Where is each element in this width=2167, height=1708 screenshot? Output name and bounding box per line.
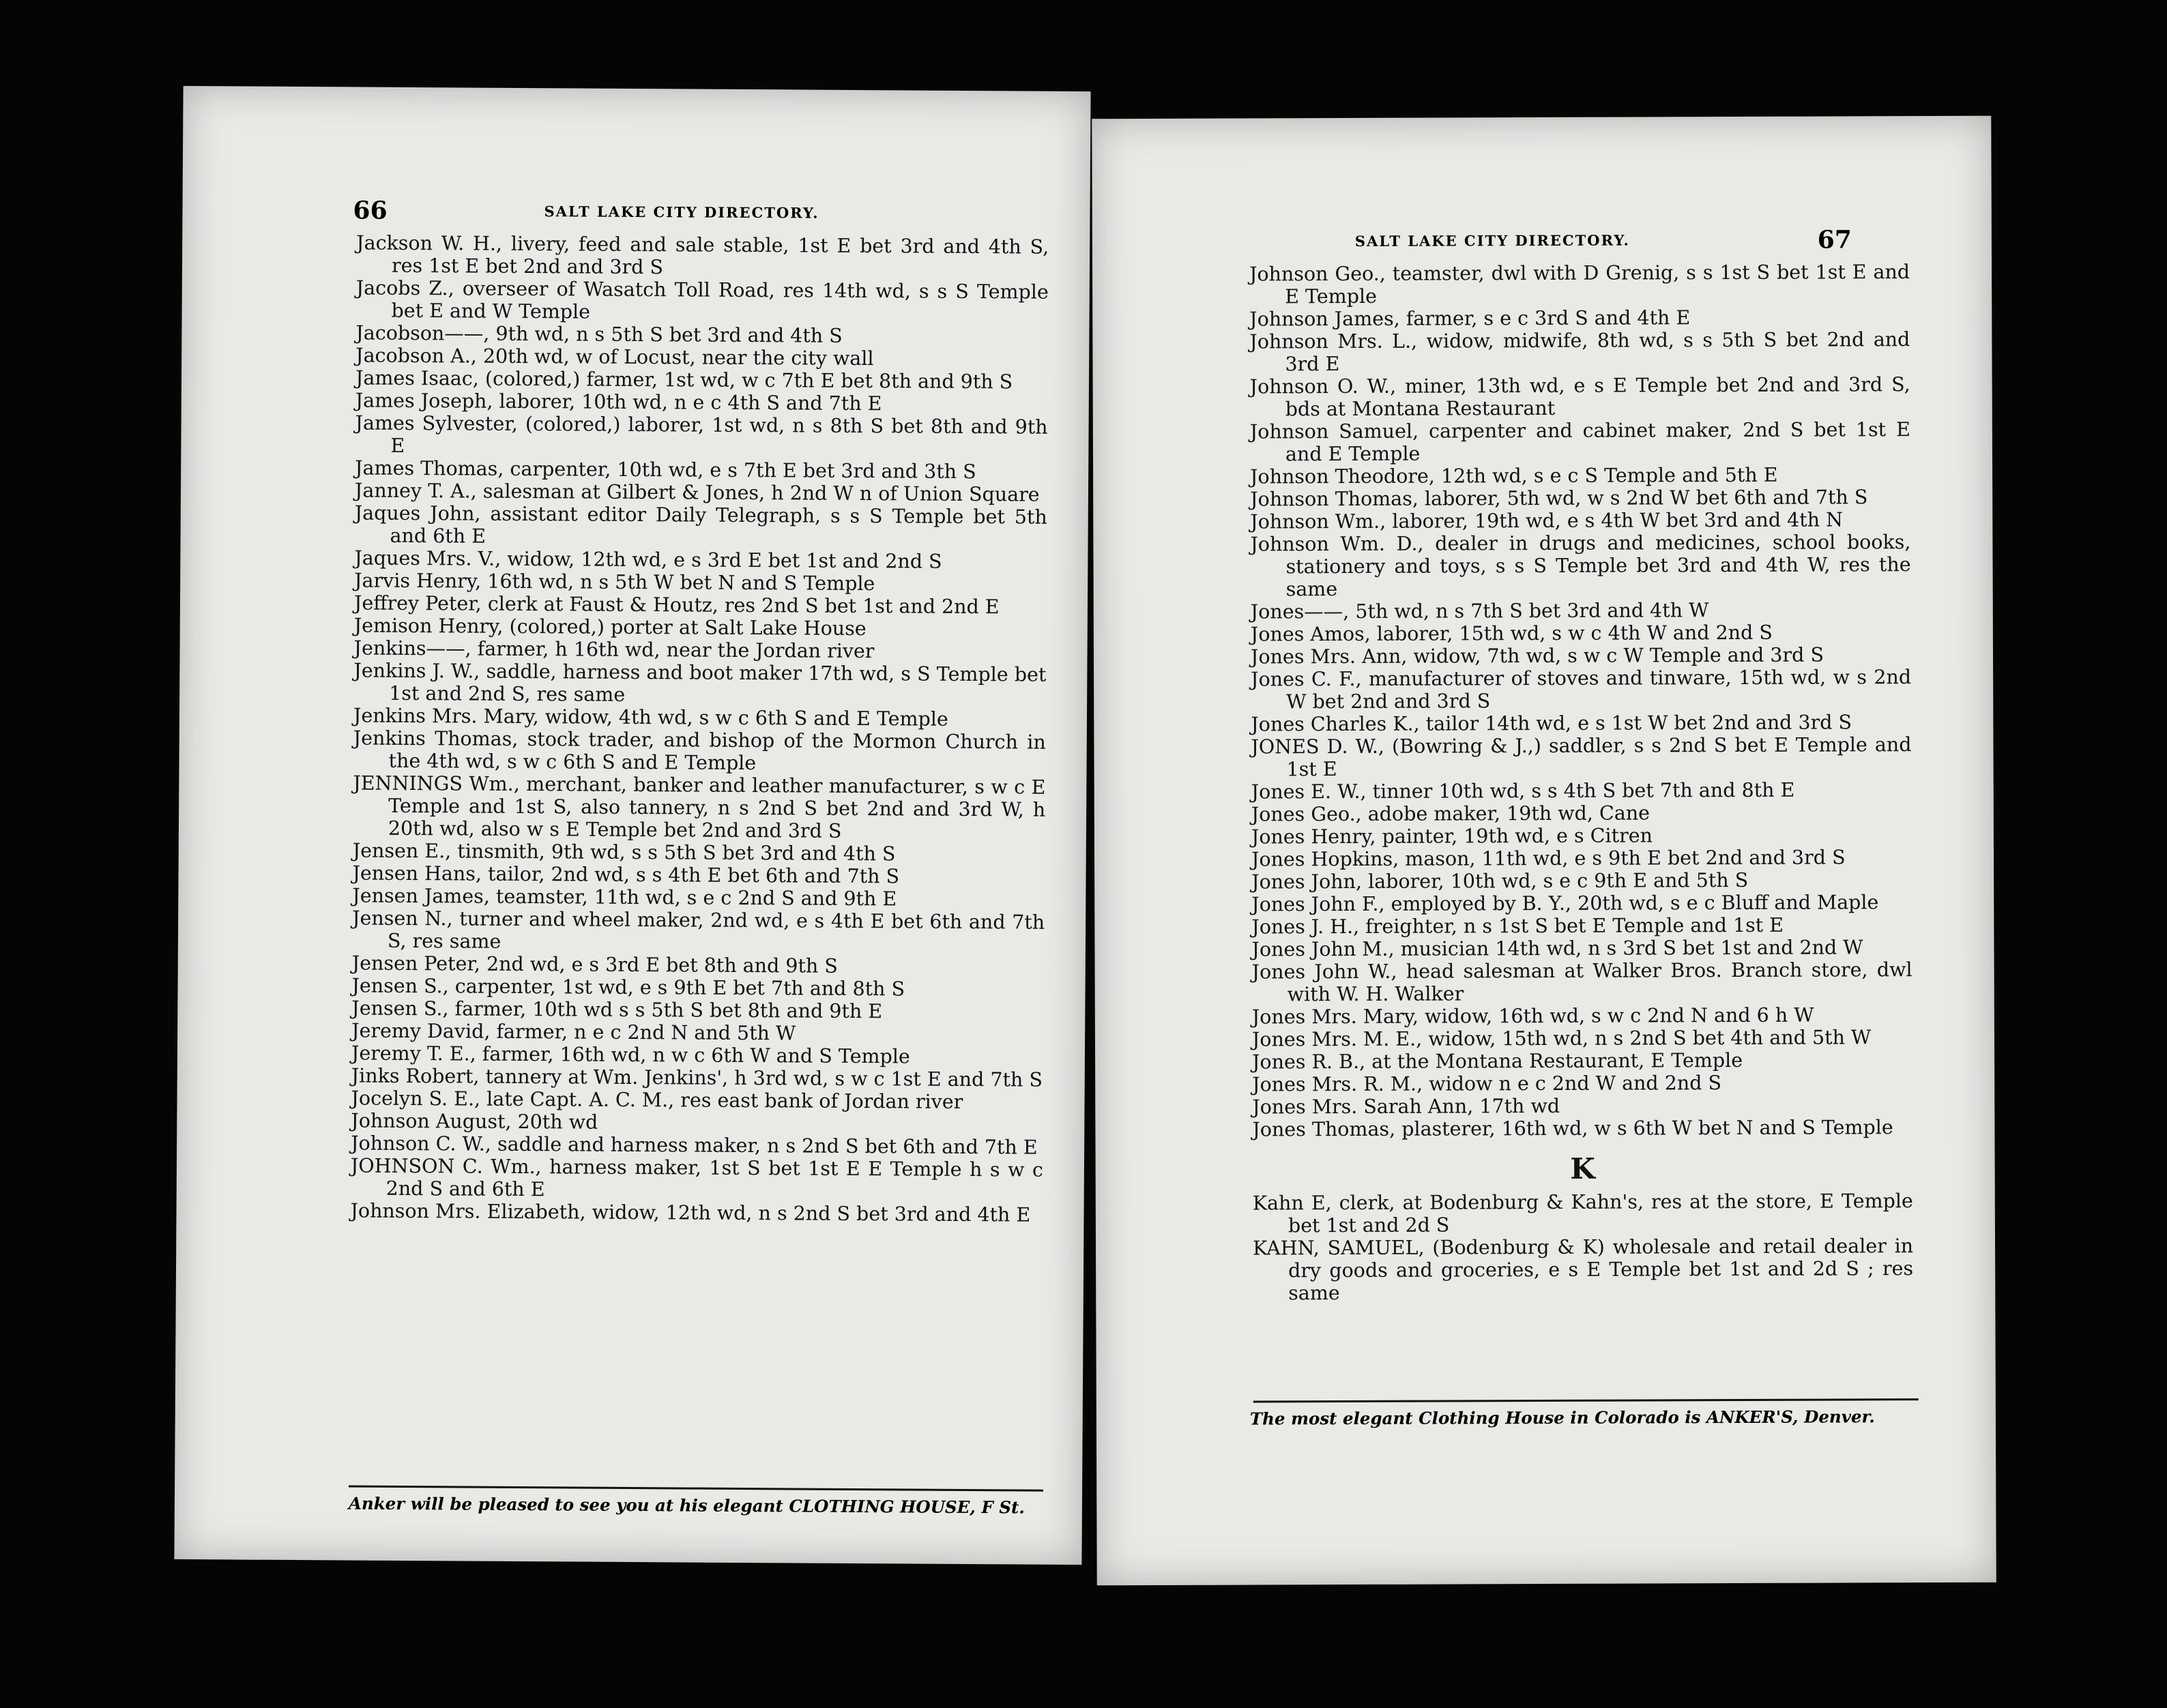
k-section-entries — [1253, 1190, 1914, 1304]
directory-entry: Johnson Wm. D., dealer in drugs and medicines, school books, stationery and toys, s s S Temple bet 3rd and 4th W, res the same — [1250, 531, 1911, 601]
directory-entries — [350, 232, 1049, 1226]
directory-entry: Johnson Wm., laborer, 19th wd, e s 4th W bet 3rd and 4th N — [1250, 508, 1844, 533]
directory-entry: Johnson Geo., teamster, dwl with D Grenig, s s 1st S bet 1st E and E Temple — [1249, 261, 1910, 308]
directory-entry: JENNINGS Wm., merchant, banker and leather manufacturer, s w c E Temple and 1st S, also tannery, n s 2nd S bet 2nd and 3rd W, h 20th wd, also w s E Temple bet 2nd and 3rd S — [353, 771, 1046, 842]
j-section-entries — [1249, 261, 1913, 1140]
directory-entry: Jensen S., carpenter, 1st wd, e s 9th E bet 7th and 8th S — [351, 974, 905, 1001]
directory-entry: Jensen S., farmer, 10th wd s s 5th S bet 8th and 9th E — [351, 997, 883, 1023]
directory-entry: Jacobson A., 20th wd, w of Locust, near the city wall — [355, 344, 874, 370]
directory-entry: Jenkins Thomas, stock trader, and bishop of the Mormon Church in the 4th wd, s w c 6th S and E Temple — [353, 726, 1046, 775]
directory-entry: Johnson James, farmer, s e c 3rd S and 4th E — [1249, 306, 1691, 331]
directory-entry: Jones Mrs. M. E., widow, 15th wd, n s 2nd S bet 4th and 5th W — [1251, 1026, 1872, 1051]
directory-entry: Jones C. F., manufacturer of stoves and tinware, 15th wd, w s 2nd W bet 2nd and 3rd S — [1251, 666, 1912, 713]
directory-entry: Jones Henry, painter, 19th wd, e s Citren — [1251, 824, 1653, 849]
running-title: SALT LAKE CITY DIRECTORY. — [1354, 231, 1630, 250]
directory-entry: Jones Mrs. Mary, widow, 16th wd, s w c 2nd N and 6 h W — [1251, 1003, 1814, 1029]
footer-advertisement: The most elegant Clothing House in Colorado is ANKER'S, Denver. — [1249, 1407, 1875, 1429]
directory-entry: Jenkins J. W., saddle, harness and boot maker 17th wd, s S Temple bet 1st and 2nd S, res same — [353, 659, 1047, 706]
directory-entry: Jenkins Mrs. Mary, widow, 4th wd, s w c 6th S and E Temple — [353, 704, 948, 731]
directory-entry: Jones Geo., adobe maker, 19th wd, Cane — [1251, 801, 1650, 826]
directory-entry: Jones Charles K., tailor 14th wd, e s 1st W bet 2nd and 3rd S — [1251, 711, 1852, 736]
directory-entry: Johnson Mrs. L., widow, midwife, 8th wd, s s 5th S bet 2nd and 3rd E — [1249, 328, 1910, 376]
directory-entry: Jones——, 5th wd, n s 7th S bet 3rd and 4th W — [1250, 599, 1709, 623]
directory-entry: Jones John F., employed by B. Y., 20th wd, s e c Bluff and Maple — [1251, 891, 1879, 916]
directory-entry: Jones Mrs. R. M., widow n e c 2nd W and 2nd S — [1252, 1072, 1722, 1096]
directory-entry: Janney T. A., salesman at Gilbert & Jones, h 2nd W n of Union Square — [354, 479, 1040, 506]
directory-entry: Jaques John, assistant editor Daily Telegraph, s s S Temple bet 5th and 6th E — [354, 501, 1047, 548]
directory-entry: Jones Thomas, plasterer, 16th wd, w s 6th W bet N and S Temple — [1252, 1116, 1893, 1141]
directory-entry: Jones E. W., tinner 10th wd, s s 4th S bet 7th and 8th E — [1251, 778, 1795, 804]
directory-entry: James Isaac, (colored,) farmer, 1st wd, w c 7th E bet 8th and 9th S — [355, 366, 1013, 394]
running-title: SALT LAKE CITY DIRECTORY. — [544, 203, 819, 222]
directory-entry: Jones Mrs. Ann, widow, 7th wd, s w c W Temple and 3rd S — [1250, 643, 1824, 668]
footer-advertisement: Anker will be pleased to see you at his elegant CLOTHING HOUSE, F St. — [348, 1493, 1025, 1518]
footer-rule — [1253, 1398, 1919, 1402]
directory-entry: Jensen Hans, tailor, 2nd wd, s s 4th E bet 6th and 7th S — [352, 862, 900, 888]
directory-entries — [1249, 261, 1913, 1304]
left-page — [174, 86, 1090, 1565]
directory-entry: Johnson August, 20th wd — [351, 1109, 598, 1134]
directory-entry: Johnson O. W., miner, 13th wd, e s E Temple bet 2nd and 3rd S, bds at Montana Restaurant — [1249, 373, 1910, 421]
right-page-header — [1092, 225, 1992, 263]
directory-entry: Johnson Samuel, carpenter and cabinet maker, 2nd S bet 1st E and E Temple — [1249, 418, 1910, 466]
directory-entry: Jones J. H., freighter, n s 1st S bet E Temple and 1st E — [1251, 913, 1784, 939]
left-page-header — [182, 195, 1090, 235]
directory-entry: Jensen N., turner and wheel maker, 2nd wd, e s 4th E bet 6th and 7th S, res same — [352, 907, 1045, 953]
directory-entry: Johnson Theodore, 12th wd, s e c S Temple and 5th E — [1250, 463, 1778, 488]
directory-entry: Jocelyn S. E., late Capt. A. C. M., res east bank of Jordan river — [351, 1087, 963, 1113]
directory-entry: JOHNSON C. Wm., harness maker, 1st S bet 1st E E Temple h s w c 2nd S and 6th E — [350, 1154, 1044, 1201]
directory-entry: Jensen Peter, 2nd wd, e s 3rd E bet 8th and 9th S — [351, 952, 838, 977]
section-letter: K — [1570, 1151, 1595, 1186]
directory-entry: Jeremy T. E., farmer, 16th wd, n w c 6th W and S Temple — [351, 1042, 910, 1068]
directory-entry: Jensen E., tinsmith, 9th wd, s s 5th S bet 3rd and 4th S — [352, 839, 896, 866]
directory-entry: James Joseph, laborer, 10th wd, n e c 4th S and 7th E — [355, 389, 882, 415]
directory-entry: Kahn E, clerk, at Bodenburg & Kahn's, res at the store, E Temple bet 1st and 2d S — [1252, 1190, 1913, 1237]
directory-entry: Jeffrey Peter, clerk at Faust & Houtz, res 2nd S bet 1st and 2nd E — [353, 591, 1000, 619]
directory-entry: Jones R. B., at the Montana Restaurant, E Temple — [1252, 1048, 1743, 1074]
directory-entry: Johnson Thomas, laborer, 5th wd, w s 2nd W bet 6th and 7th S — [1250, 486, 1868, 511]
directory-entry: Jensen James, teamster, 11th wd, s e c 2nd S and 9th E — [352, 884, 897, 911]
page-number: 67 — [1817, 225, 1852, 254]
page-number: 66 — [353, 196, 388, 225]
directory-entry: Johnson Mrs. Elizabeth, widow, 12th wd, n s 2nd S bet 3rd and 4th E — [350, 1199, 1031, 1226]
directory-entry: Johnson C. W., saddle and harness maker, n s 2nd S bet 6th and 7th E — [351, 1132, 1038, 1159]
directory-entry: JONES D. W., (Bowring & J.,) saddler, s s 2nd S bet E Temple and 1st E — [1251, 733, 1912, 781]
directory-entry: Jones Mrs. Sarah Ann, 17th wd — [1252, 1094, 1560, 1119]
directory-entry: James Thomas, carpenter, 10th wd, e s 7th E bet 3rd and 3th S — [355, 456, 976, 484]
directory-entry: James Sylvester, (colored,) laborer, 1st wd, n s 8th S bet 8th and 9th E — [355, 411, 1048, 457]
directory-entry: Jones Amos, laborer, 15th wd, s w c 4th W and 2nd S — [1250, 621, 1773, 646]
directory-entry: Jeremy David, farmer, n e c 2nd N and 5th W — [351, 1019, 796, 1045]
directory-entry: Jinks Robert, tannery at Wm. Jenkins', h 3rd wd, s w c 1st E and 7th S — [351, 1064, 1043, 1091]
directory-entry: KAHN, SAMUEL, (Bodenburg & K) wholesale and retail dealer in dry goods and groceries, e s E Temple bet 1st and 2d S ; res same — [1252, 1235, 1914, 1305]
directory-entry: Jarvis Henry, 16th wd, n s 5th W bet N and S Temple — [354, 569, 875, 595]
directory-entry: Jenkins——, farmer, h 16th wd, near the Jordan river — [353, 636, 875, 663]
footer-rule — [349, 1485, 1043, 1491]
right-page — [1092, 116, 1996, 1586]
directory-entry: Jacobson——, 9th wd, n s 5th S bet 3rd and 4th S — [355, 321, 843, 347]
directory-entry: Jackson W. H., livery, feed and sale stable, 1st E bet 3rd and 4th S, res 1st E bet 2nd and 3rd S — [356, 231, 1049, 279]
directory-entry: Jaques Mrs. V., widow, 12th wd, e s 3rd E bet 1st and 2nd S — [354, 546, 942, 573]
directory-entry: Jones John W., head salesman at Walker Bros. Branch store, dwl with W. H. Walker — [1251, 958, 1913, 1006]
directory-entry: Jones John, laborer, 10th wd, s e c 9th E and 5th S — [1251, 868, 1749, 894]
directory-entry: Jones John M., musician 14th wd, n s 3rd S bet 1st and 2nd W — [1251, 936, 1863, 961]
directory-entry: Jemison Henry, (colored,) porter at Salt Lake House — [353, 614, 867, 640]
directory-entry: Jacobs Z., overseer of Wasatch Toll Road, res 14th wd, s s S Temple bet E and W Temple — [355, 276, 1049, 323]
directory-entry: Jones Hopkins, mason, 11th wd, e s 9th E bet 2nd and 3rd S — [1251, 846, 1846, 871]
